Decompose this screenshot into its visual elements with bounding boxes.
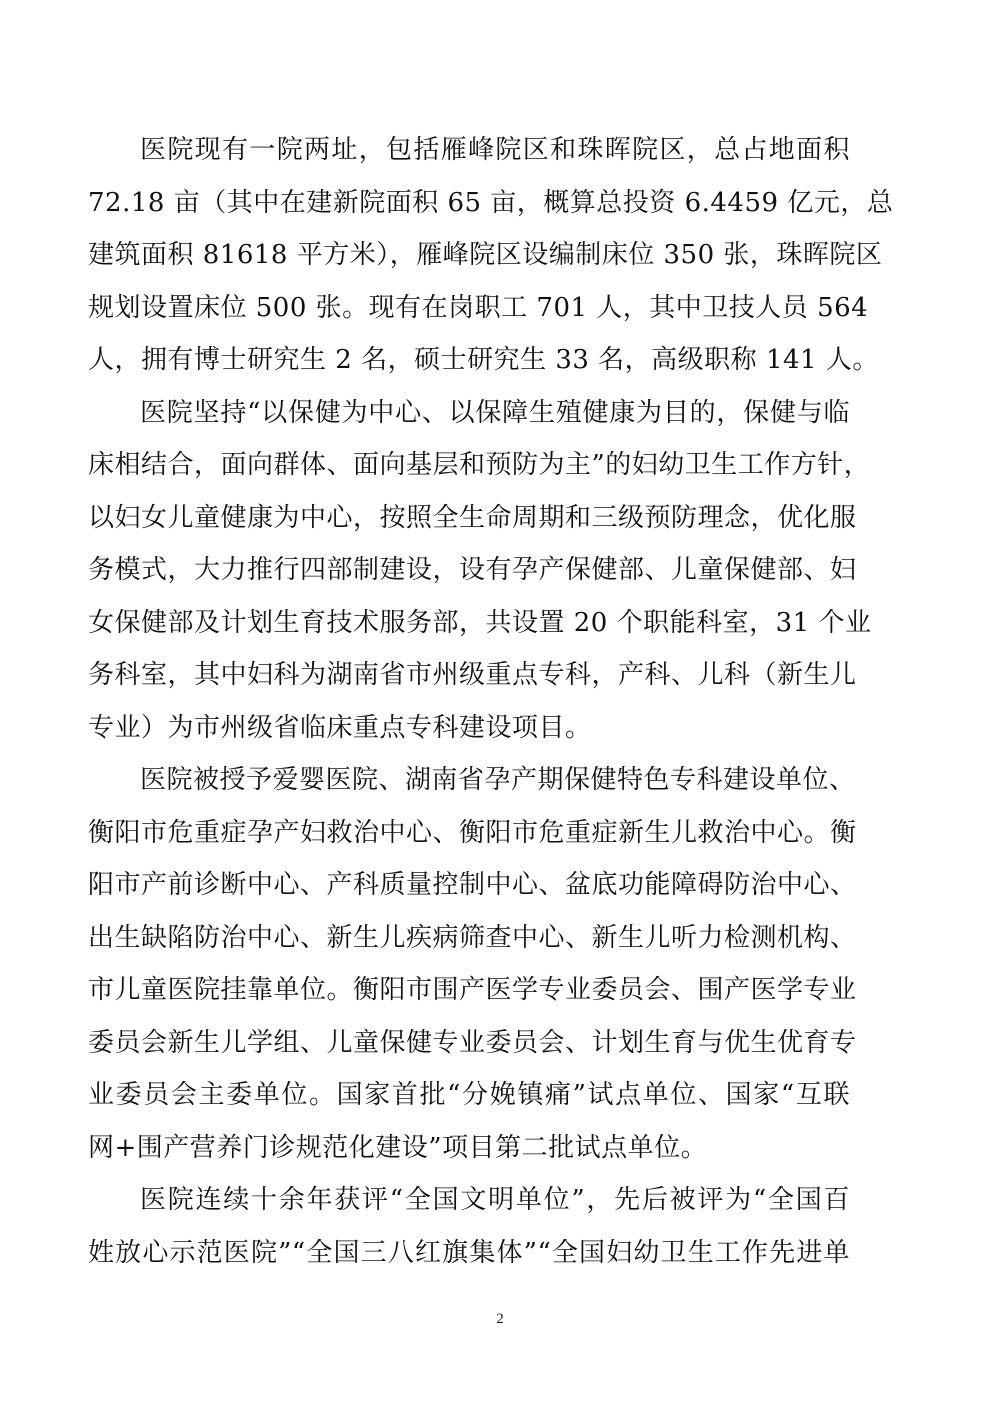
paragraph-work-policy <box>88 387 872 755</box>
text-line: 医院现有一院两址，包括雁峰院区和珠晖院区，总占地面积 <box>140 135 850 165</box>
text-line: 72.18 亩（其中在建新院面积 65 亩，概算总投资 6.4459 亿元，总 <box>88 187 894 218</box>
text-line: 医院被授予爱婴医院、湖南省孕产期保健特色专科建设单位、 <box>140 765 856 795</box>
text-line: 委员会新生儿学组、儿童保健专业委员会、计划生育与优生优育专 <box>88 1027 857 1058</box>
text-line: 出生缺陷防治中心、新生儿疾病筛查中心、新生儿听力检测机构、 <box>88 922 857 953</box>
text-line: 业委员会主委单位。国家首批“分娩镇痛”试点单位、国家“互联 <box>88 1080 850 1110</box>
paragraph-designations <box>88 754 857 1174</box>
text-line: 网+围产营养门诊规范化建设”项目第二批试点单位。 <box>88 1132 708 1163</box>
text-line: 人，拥有博士研究生 2 名，硕士研究生 33 名，高级职称 141 人。 <box>88 345 879 375</box>
text-line: 衡阳市危重症孕产妇救治中心、衡阳市危重症新生儿救治中心。衡 <box>88 817 857 848</box>
text-line: 女保健部及计划生育技术服务部，共设置 20 个职能科室，31 个业 <box>88 607 872 638</box>
paragraph-honors <box>88 1174 850 1279</box>
text-line: 阳市产前诊断中心、产科质量控制中心、盆底功能障碍防治中心、 <box>88 870 857 900</box>
paragraph-campus-overview <box>88 124 894 387</box>
text-line: 床相结合，面向群体、面向基层和预防为主”的妇幼卫生工作方针， <box>88 450 871 480</box>
text-line: 务科室，其中妇科为湖南省市州级重点专科，产科、儿科（新生儿 <box>88 660 857 690</box>
text-line: 务模式，大力推行四部制建设，设有孕产保健部、儿童保健部、妇 <box>88 555 857 585</box>
page-number: 2 <box>496 1311 504 1327</box>
text-line: 医院连续十余年获评“全国文明单位”，先后被评为“全国百 <box>140 1185 850 1215</box>
document-body <box>88 124 894 1279</box>
text-line: 以妇女儿童健康为中心，按照全生命周期和三级预防理念，优化服 <box>88 502 857 533</box>
text-line: 建筑面积 81618 平方米），雁峰院区设编制床位 350 张，珠晖院区 <box>88 240 883 270</box>
text-line: 姓放心示范医院”“全国三八红旗集体”“全国妇幼卫生工作先进单 <box>88 1237 850 1268</box>
text-line: 专业）为市州级省临床重点专科建设项目。 <box>88 712 592 743</box>
text-line: 市儿童医院挂靠单位。衡阳市围产医学专业委员会、围产医学专业 <box>88 975 857 1005</box>
text-line: 规划设置床位 500 张。现有在岗职工 701 人，其中卫技人员 564 <box>88 292 869 323</box>
text-line: 医院坚持“以保健为中心、以保障生殖健康为目的，保健与临 <box>140 397 850 428</box>
